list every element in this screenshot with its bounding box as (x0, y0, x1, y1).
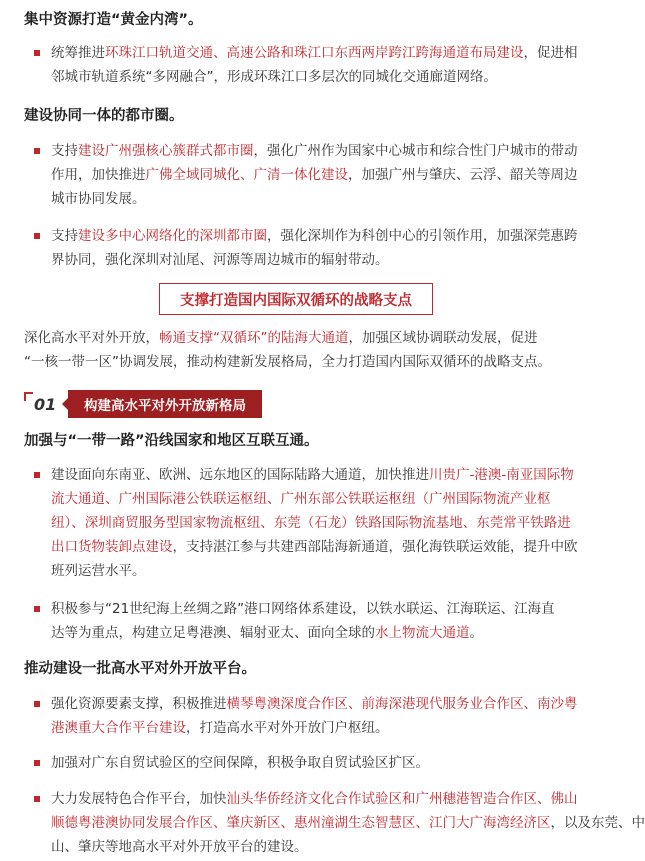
text-line (51, 716, 573, 740)
intro-paragraph (24, 326, 572, 374)
text-line (51, 187, 573, 211)
text-run: 支持 (51, 143, 78, 159)
text-line (51, 811, 645, 835)
highlighted-text: 港澳重大合作平台建设 (51, 720, 186, 736)
text-line (51, 751, 573, 775)
highlighted-text: 横琴粤澳深度合作区、前海深港现代服务业合作区、南沙粤 (226, 696, 578, 712)
text-run: 大力发展特色合作平台，加快 (51, 791, 227, 807)
text-line (51, 692, 578, 716)
highlighted-text: 建设多中心网络化的深圳都市圈 (78, 228, 267, 244)
text-line (51, 41, 578, 65)
text-line (51, 835, 573, 859)
text-run: “一核一带一区”协调发展，推动构建新发展格局，全力打造国内国际双循环的战略支点。 (24, 354, 551, 370)
text-line (51, 559, 573, 583)
text-run: 积极参与“21世纪海上丝绸之路”港口网络体系建设，以铁水联运、江海联运、江海直 (51, 601, 555, 617)
bullet-square-icon (34, 606, 40, 612)
text-run: ，支持湛江参与共建西部陆海新通道，强化海铁联运效能，提升中欧 (172, 539, 578, 555)
text-run: 支持 (51, 228, 78, 244)
highlighted-text: 广佛全域同城化、广清一体化建设 (145, 167, 348, 183)
bullet-square-icon (34, 701, 40, 707)
heading-golden-bay: 集中资源打造“黄金内湾”。 (24, 12, 203, 28)
text-line (51, 511, 573, 535)
section-number: 01 (34, 395, 57, 414)
bullet-square-icon (34, 472, 40, 478)
text-run: 山、肇庆等地高水平对外开放平台的建设。 (51, 839, 308, 855)
text-run: 邻城市轨道系统“多网融合”，形成环珠江口多层次的同城化交通廊道网络。 (51, 69, 497, 85)
text-run: 。 (469, 625, 483, 641)
bullet-square-icon (34, 148, 40, 154)
text-line (51, 248, 573, 272)
corner-bracket-icon (24, 392, 33, 401)
text-run: ，打造高水平对外开放门户枢纽。 (186, 720, 389, 736)
text-line (51, 65, 573, 89)
text-line (51, 163, 578, 187)
text-line (51, 224, 578, 248)
list-item-text (51, 787, 645, 859)
text-line (51, 535, 578, 559)
highlighted-text: 流大通道、广州国际港公铁联运枢纽、广州东部公铁联运枢纽（广州国际物流产业枢 (51, 491, 551, 507)
highlighted-text: 纽）、深圳商贸服务型国家物流枢纽、东莞（石龙）铁路国际物流基地、东莞常平铁路进 (51, 515, 571, 531)
list-item-text (51, 463, 578, 583)
text-run: ，强化广州作为国家中心城市和综合性门户城市的带动 (253, 143, 578, 159)
highlighted-text: 建设广州强核心簇群式都市圈 (78, 143, 254, 159)
strategic-pivot-title-box: 支撑打造国内国际双循环的战略支点 (159, 283, 433, 315)
text-run: 界协同，强化深圳对汕尾、河源等周边城市的辐射带动。 (51, 252, 389, 268)
text-run: 建设面向东南亚、欧洲、远东地区的国际陆路大通道，加快推进 (51, 467, 429, 483)
section-label: 构建高水平对外开放新格局 (68, 390, 262, 418)
text-run: 统筹推进 (51, 45, 105, 61)
list-item-text (51, 597, 573, 645)
text-line (51, 597, 573, 621)
text-line (51, 487, 573, 511)
highlighted-text: 顺德粤港澳协同发展合作区、肇庆新区、惠州潼湖生态智慧区、江门大广海湾经济区 (51, 815, 551, 831)
highlighted-text: 畅通支撑“双循环”的陆海大通道 (159, 330, 349, 346)
list-item-text (51, 692, 578, 740)
text-line (51, 787, 578, 811)
text-run: 城市协同发展。 (51, 191, 146, 207)
highlighted-text: 出口货物装卸点建设 (51, 539, 173, 555)
text-run: 加强对广东自贸试验区的空间保障，积极争取自贸试验区扩区。 (51, 755, 429, 771)
list-item-text (51, 41, 578, 89)
text-run: ，以及东莞、中 (550, 815, 645, 831)
text-line (51, 621, 573, 645)
highlighted-text: 水上物流大通道 (375, 625, 470, 641)
list-item-text (51, 751, 573, 775)
text-line (24, 326, 572, 350)
text-line (51, 463, 573, 487)
text-line (24, 350, 572, 374)
list-item-text (51, 224, 578, 272)
bullet-square-icon (34, 796, 40, 802)
text-run: 深化高水平对外开放， (24, 330, 159, 346)
text-run: 作用，加快推进 (51, 167, 146, 183)
heading-open-platforms: 推动建设一批高水平对外开放平台。 (24, 661, 256, 677)
bullet-square-icon (34, 233, 40, 239)
text-run: ，强化深圳作为科创中心的引领作用，加强深莞惠跨 (267, 228, 578, 244)
heading-belt-road: 加强与“一带一路”沿线国家和地区互联互通。 (24, 433, 319, 449)
text-run: 达等为重点，构建立足粤港澳、辐射亚太、面向全球的 (51, 625, 375, 641)
text-line (51, 139, 578, 163)
text-run: ，加强广州与肇庆、云浮、韶关等周边 (348, 167, 578, 183)
text-run: ，加强区域协调联动发展，促进 (348, 330, 538, 346)
bullet-square-icon (34, 760, 40, 766)
bullet-square-icon (34, 50, 40, 56)
text-run: ，促进相 (523, 45, 578, 61)
list-item-text (51, 139, 578, 211)
text-run: 强化资源要素支撑，积极推进 (51, 696, 227, 712)
section-badge (24, 388, 264, 420)
text-run: 班列运营水平。 (51, 563, 146, 579)
highlighted-text: 环珠江口轨道交通、高速公路和珠江口东西两岸跨江跨海通道布局建设 (105, 45, 524, 61)
highlighted-text: 汕头华侨经济文化合作试验区和广州穗港智造合作区、佛山 (226, 791, 578, 807)
highlighted-text: 川贵广-港澳-南亚国际物 (429, 467, 574, 483)
heading-metro-area: 建设协同一体的都市圈。 (24, 108, 184, 124)
